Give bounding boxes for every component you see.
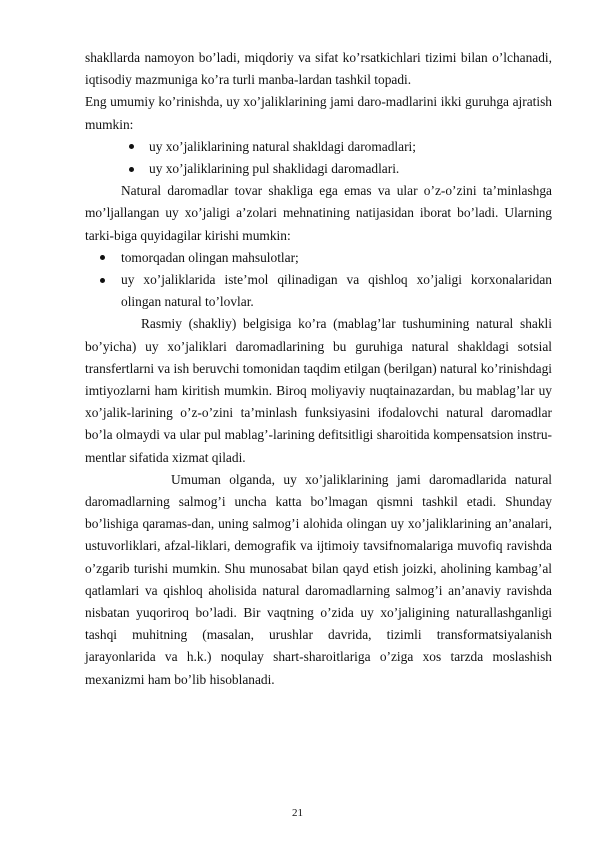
list-item-text: uy xo’jaliklarining natural shakldagi daromadlari; [149, 138, 416, 154]
page-number: 21 [292, 807, 303, 819]
list-item-text: uy xo’jaliklarining pul shaklidagi daromadlari. [149, 161, 400, 177]
bullet-icon [100, 255, 105, 260]
paragraph-4: Rasmiy (shakliy) belgisiga ko’ra (mablag’lar tushumining natural shakli bo’yicha) uy xo’jaliklari daromadlarining bu guruhiga natural shakldagi sotsial transfertlarni va ish beruvchi tomonidan taqdim etilgan (berilgan) natural ko’rinishdagi imtiyozlarni ham kiritish mumkin. Biroq moliyaviy nuqtainazardan, bu mablag’lar uy xo’jalik-larining o’z-o’zini ta’minlash funksiyasini ifodalovchi natural daromadlar bo’la olmaydi va ular pul mablag’-larining defitsitligi sharoitida kompensatsion instru-mentlar sifatida xizmat qiladi. [85, 316, 552, 465]
page-body [85, 47, 552, 691]
bullet-icon [129, 167, 134, 172]
paragraph-5: Umuman olganda, uy xo’jaliklarining jami daromadlarida natural daromadlarning salmog’i uncha katta bo’lmagan qismni tashkil etadi. Shunday bo’lishiga qaramas-dan, uning salmog’i alohida olingan uy xo’jaliklarining an’analari, ustuvorliklari, afzal-liklari, demografik va ijtimoiy tavsifnomalariga muvofiq ravishda o’zgarib turishi mumkin. Shu munosabat bilan qayd etish joizki, aholining kambag’al qatlamlari va qishloq aholisida natural daromadlarning salmog’i an’anaviy ravishda nisbatan yuqoriroq bo’ladi. Bir vaqtning o’zida uy xo’jaligining naturallashganligi tashqi muhitning (masalan, urushlar davrida, tizimli transformatsiyalanish jarayonlarida va h.k.) noqulay shart-sharoitlariga o’ziga xos tarzda moslashish mexanizmi ham bo’lib hisoblanadi. [85, 471, 552, 687]
list-item [85, 136, 552, 158]
list-item [85, 269, 552, 313]
paragraph-1: shakllarda namoyon bo’ladi, miqdoriy va sifat ko’rsatkichlari tizimi bilan o’lchanadi, iqtisodiy mazmuniga ko’ra turli manba-lardan tashkil topadi. [85, 50, 552, 88]
list-item-text: tomorqadan olingan mahsulotlar; [121, 249, 299, 265]
bullet-icon [100, 278, 105, 283]
paragraph-3: Natural daromadlar tovar shakliga ega emas va ular o’z-o’zini ta’minlashga mo’ljallangan uy xo’jaligi a’zolari mehnatining natijasidan iborat bo’ladi. Ularning tarki-biga quyidagilar kirishi mumkin: [85, 183, 552, 243]
list-item-text: uy xo’jaliklarida iste’mol qilinadigan va qishloq xo’jaligi korxonalaridan olingan natural to’lovlar. [121, 272, 552, 310]
list-item [85, 247, 552, 269]
list-item [85, 158, 552, 180]
paragraph-2: Eng umumiy ko’rinishda, uy xo’jaliklarining jami daro-madlarini ikki guruhga ajratish mumkin: [85, 94, 552, 132]
bullet-list-2 [85, 247, 552, 314]
bullet-icon [129, 144, 134, 149]
bullet-list-1 [85, 136, 552, 180]
